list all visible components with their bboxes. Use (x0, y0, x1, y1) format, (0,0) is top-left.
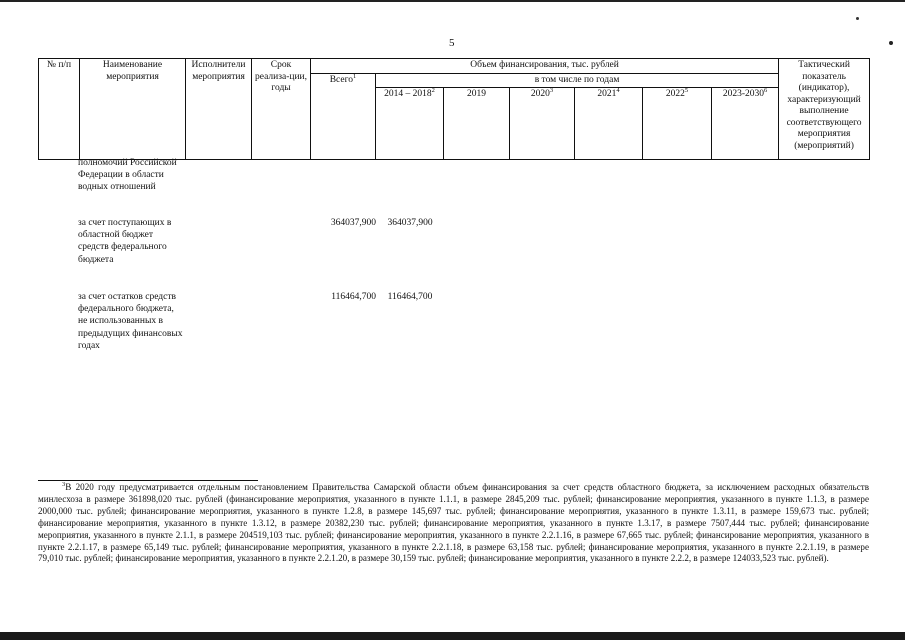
header-financing: Объем финансирования, тыс. рублей (311, 59, 779, 74)
header-executors: Исполнители мероприятия (186, 59, 252, 160)
header-year: 2023-2030$^6$ (712, 88, 779, 160)
scan-edge-top (0, 0, 905, 2)
header-indicator: Тактический показатель (индикатор), характеризующий выполнение соответствующего мероприятия (мероприятий) (779, 59, 870, 160)
footnote (38, 482, 869, 565)
row-2014-2018: 364037,900 (387, 218, 433, 228)
footnote-separator (38, 480, 258, 481)
header-name: Наименование мероприятия (80, 59, 186, 160)
row-total: 364037,900 (330, 218, 376, 228)
scan-speck (856, 17, 859, 20)
row-2014-2018: 116464,700 (387, 292, 433, 302)
header-year: 2022$^5$ (643, 88, 712, 160)
header-including: в том числе по годам (376, 73, 779, 88)
footnote-marker: 3 (62, 480, 66, 488)
footnote-text: В 2020 году предусматривается отдельным постановлением Правительства Самарской области объем финансирования за счет средств областного бюджета, за исключением расходных обязательств минлесхоза в размере 361898,020 тыс. рублей (финансирование мероприятия, указанного в пункте 1.1.1, в размере 2845,209 тыс. рублей; финансирование мероприятия, указанного в пункте 1.1.3, в размере 2000,000 тыс. рублей; финансирование мероприятия, указанного в пункте 1.2.8, в размере 145,697 тыс. рублей; финансирование мероприятия, указанного в пункте 1.3.11, в размере 159,673 тыс. рублей; финансирование мероприятия, указанного в пункте 1.3.12, в размере 20382,230 тыс. рублей; финансирование мероприятия, указанного в пункте 1.3.17, в размере 7507,444 тыс. рублей; финансирование мероприятия, указанного в пункте 2.1.1, в размере 204519,103 тыс. рублей; финансирование мероприятия, указанного в пункте 2.2.1.16, в размере 67,665 тыс. рублей; финансирование мероприятия, указанного в пункте 2.2.1.17, в размере 65,149 тыс. рублей; финансирование мероприятия, указанного в пункте 2.2.1.18, в размере 63,158 тыс. рублей; финансирование мероприятия, указанного в пункте 2.2.1.19, в размере 79,010 тыс. рублей; финансирование мероприятия, указанного в пункте 2.2.1.20, в размере 30,159 тыс. рублей; финансирование мероприятия, указанного в пункте 2.2.2, в размере 124033,523 тыс. рублей). (38, 482, 869, 564)
financing-table-header (38, 58, 870, 160)
header-year: 2020$^3$ (510, 88, 575, 160)
header-year: 2019 (444, 88, 510, 160)
row-name: полномочий Российской Федерации в области водных отношений (78, 158, 177, 193)
scan-speck (889, 41, 893, 45)
row-total: 116464,700 (331, 292, 376, 302)
page-number: 5 (449, 37, 455, 49)
header-year: 2021$^4$ (575, 88, 643, 160)
row-name: за счет поступающих в областной бюджет средств федерального бюджета (78, 218, 172, 265)
header-total: Всего$^1$ (311, 73, 376, 160)
header-year: 2014 – 2018$^2$ (376, 88, 444, 160)
header-term: Срок реализа-ции, годы (252, 59, 311, 160)
header-num: № п/п (39, 59, 80, 160)
scan-edge-bottom (0, 632, 905, 640)
row-name: за счет остатков средств федерального бюджета, не использованных в предыдущих финансовых годах (78, 292, 183, 351)
